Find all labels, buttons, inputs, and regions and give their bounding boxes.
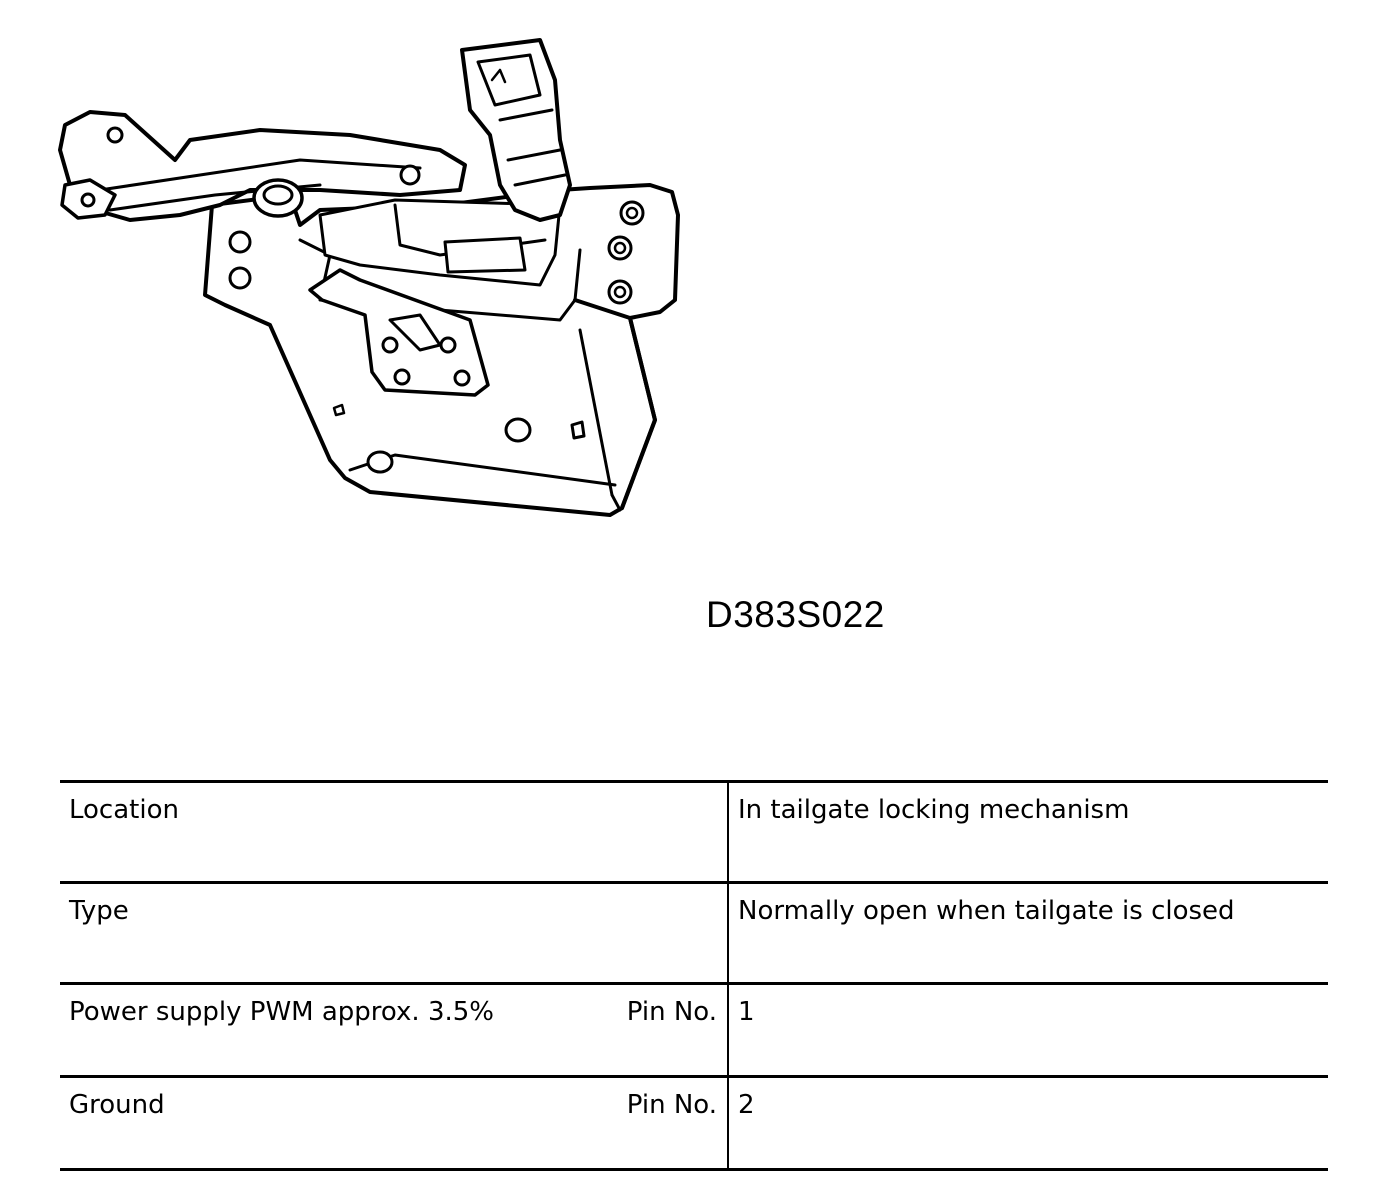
row-label: Location <box>69 795 179 825</box>
row-value: 1 <box>728 984 1328 1077</box>
row-value: 2 <box>728 1077 1328 1170</box>
table-row <box>60 782 1328 883</box>
tailgate-lock-mechanism-illustration <box>50 30 700 530</box>
row-label-cell <box>60 1077 728 1170</box>
row-label-cell <box>60 883 728 984</box>
row-label: Power supply PWM approx. 3.5% <box>69 997 495 1027</box>
spec-table <box>60 780 1328 1171</box>
row-label-cell <box>60 984 728 1077</box>
row-value: In tailgate locking mechanism <box>728 782 1328 883</box>
pin-label: Pin No. <box>626 1090 717 1120</box>
row-label: Ground <box>69 1090 165 1120</box>
row-value: Normally open when tailgate is closed <box>728 883 1328 984</box>
table-row <box>60 1077 1328 1170</box>
figure-code: D383S022 <box>706 594 885 635</box>
row-label-cell <box>60 782 728 883</box>
pin-label: Pin No. <box>626 997 717 1027</box>
table-row <box>60 883 1328 984</box>
row-label: Type <box>69 896 129 926</box>
table-row <box>60 984 1328 1077</box>
